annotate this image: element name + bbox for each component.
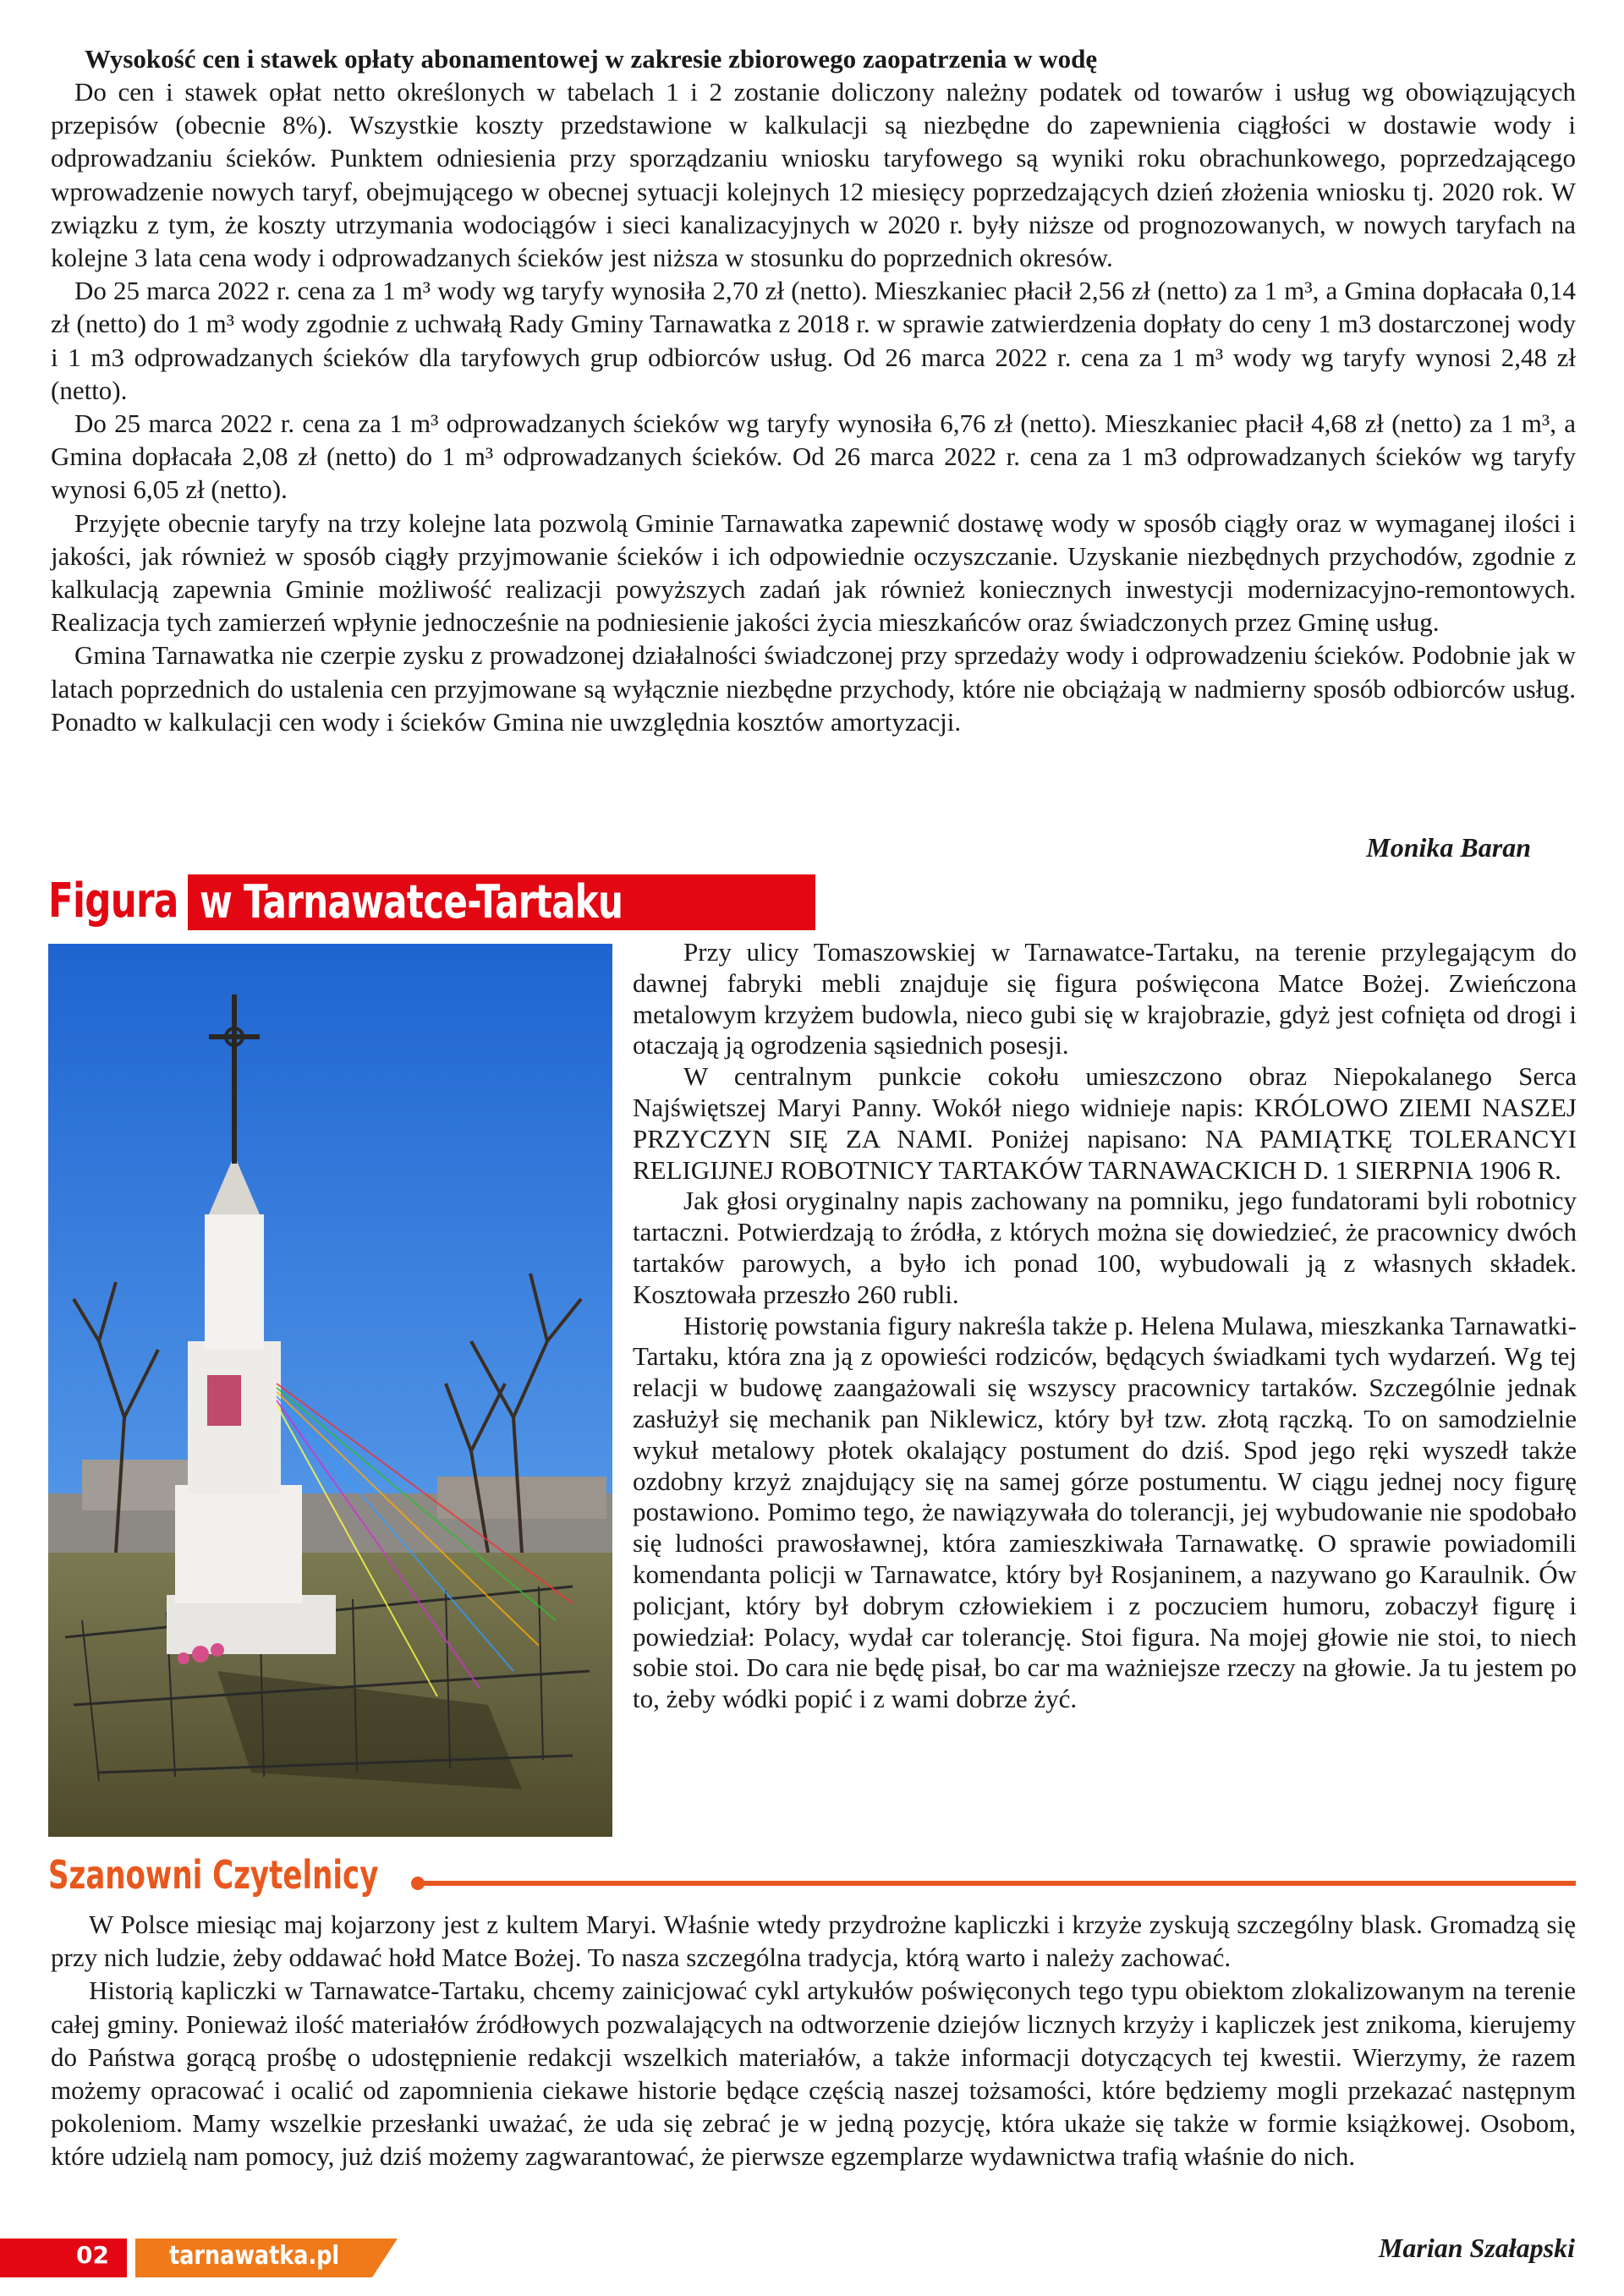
section-title-text: Szanowni Czytelnicy xyxy=(48,1852,379,1898)
paragraph: Do 25 marca 2022 r. cena za 1 m³ wody wg taryfy wynosiła 2,70 zł (netto). Mieszkaniec płacił 2,56 zł (netto) za 1 m³, a Gmina dopłacała 0,14 zł (netto) do 1 m³ wody zgodnie z uchwałą Rady Gminy Tarnawatka z 2018 r. w sprawie zatwierdzenia dopłaty do ceny 1 m3 dostarczonej wody i 1 m3 odprowadzanych ścieków dla taryfowych grup odbiorców usług. Od 26 marca 2022 r. cena za 1 m³ wody wg taryfy wynosi 2,48 zł (netto). xyxy=(51,276,1576,405)
title-banner xyxy=(188,874,815,930)
page-number: 02 xyxy=(76,2241,109,2269)
title-part-red: Figura xyxy=(48,874,178,929)
article-water-prices xyxy=(51,42,1576,738)
author-signature: Monika Baran xyxy=(1366,832,1531,863)
article-readers xyxy=(51,1908,1576,2173)
title-rule xyxy=(421,1881,1576,1886)
paragraph: Jak głosi oryginalny napis zachowany na pomniku, jego fundatorami byli robotnicy tartaczni. Potwierdzają to źródła, z których można się dowiedzieć, że pracownicy dwóch tartaków parowych, a było ich ponad 100, wybudowali ją z własnych składek. Kosztowała przeszło 260 rubli. xyxy=(633,1186,1577,1309)
author-signature: Marian Szałapski xyxy=(1378,2233,1575,2263)
paragraph: W centralnym punkcie cokołu umieszczono obraz Niepokalanego Serca Najświętszej Maryi Panny. Wokół niego widnieje napis: KRÓLOWO ZIEMI NASZEJ PRZYCZYN SIĘ ZA NAMI. Poniżej napisano: NA PAMIĄTKĘ TOLERANCYI RELIGIJNEJ ROBOTNICY TARTAKÓW TARNAWACKICH D. 1 SIERPNIA 1906 R. xyxy=(633,1061,1577,1185)
shrine-illustration xyxy=(48,944,612,1837)
section-title-figura xyxy=(48,871,809,932)
article-figura-text xyxy=(633,937,1577,1715)
paragraph: Historią kapliczki w Tarnawatce-Tartaku, chcemy zainicjować cykl artykułów poświęconych tego typu obiektom zlokalizowanym na terenie całej gminy. Ponieważ ilość materiałów źródłowych pozwalających na odtworzenie dziejów licznych krzyży i kapliczek jest znikoma, kierujemy do Państwa gorącą prośbę o udostępnienie redakcji wszelkich materiałów, a także informacji dotyczących tej kwestii. Wierzymy, że razem możemy opracować i ocalić od zapomnienia ciekawe historie będące częścią naszej tożsamości, które będziemy mogli przekazać następnym pokoleniom. Mamy wszelkie przesłanki uważać, że uda się zebrać je w jedną pozycję, która ukaże się także w formie książkowej. Osobom, które udzielą nam pomocy, już dziś możemy zagwarantować, że pierwsze egzemplarze wydawnictwa trafią właśnie do nich. xyxy=(51,1975,1576,2172)
section-title-czytelnicy xyxy=(48,1852,495,1899)
shrine-photo xyxy=(48,944,612,1837)
article-heading: Wysokość cen i stawek opłaty abonamentowej w zakresie zbiorowego zaopatrzenia w wodę xyxy=(85,44,1098,74)
paragraph: Gmina Tarnawatka nie czerpie zysku z prowadzonej działalności świadczonej przy sprzedaży wody i odprowadzeniu ścieków. Podobnie jak w latach poprzednich do ustalenia cen przyjmowane są wyłącznie niezbędne przychody, które nie obciążają w nadmierny sposób odbiorców usług. Ponadto w kalkulacji cen wody i ścieków Gmina nie uwzględnia kosztów amortyzacji. xyxy=(51,640,1576,737)
footer-site-link[interactable]: tarnawatka.pl xyxy=(169,2241,340,2271)
title-part-white: w Tarnawatce-Tartaku xyxy=(200,875,623,929)
paragraph: Historię powstania figury nakreśla także p. Helena Mulawa, mieszkanka Tarnawatki-Tartaku, która zna ją z opowieści rodziców, będących świadkami tych wydarzeń. Wg tej relacji w budowę zaangażowali się wszyscy pracownicy tartaków. Szczególnie jednak zasłużył się mechanik pan Niklewicz, który był tzw. złotą rączką. To on samodzielnie wykuł metalowy płotek okalający postument do dziś. Spod jego ręki wyszedł także ozdobny krzyż znajdujący się na samej górze postumentu. W ciągu jednej nocy figurę postawiono. Pomimo tego, że nawiązywała do tolerancji, jej wybudowanie nie spodobało się ludności prawosławnej, która zamieszkiwała Tarnawatkę. O sprawie powiadomili komendanta policji w Tarnawatce, który był Rosjaninem, a nazywano go Karaulnik. Ów policjant, który był dobrym człowiekiem i z poczuciem humoru, zobaczył figurę i powiedział: Polacy, wydał car tolerancję. Stoi figura. Na mojej głowie nie stoi, to niech sobie stoi. Do cara nie będę pisał, bo car ma ważniejsze rzeczy na głowie. Ja tu jestem po to, żeby wódki popić i z wami dobrze żyć. xyxy=(633,1310,1577,1714)
paragraph: Przy ulicy Tomaszowskiej w Tarnawatce-Tartaku, na terenie przylegającym do dawnej fabryki mebli znajduje się figura poświęcona Matce Bożej. Zwieńczona metalowym krzyżem budowla, nieco gubi się w krajobrazie, gdyż jest cofnięta od drogi i otaczają ją ogrodzenia sąsiednich posesji. xyxy=(633,937,1577,1060)
paragraph: Do cen i stawek opłat netto określonych w tabelach 1 i 2 zostanie doliczony należny podatek od towarów i usług wg obowiązujących przepisów (obecnie 8%). Wszystkie koszty przedstawione w kalkulacji są niezbędne do zapewnienia ciągłości w dostawie wody i odprowadzaniu ścieków. Punktem odniesienia przy sporządzaniu wniosku taryfowego są wyniki roku obrachunkowego, poprzedzającego wprowadzenie nowych taryf, obejmującego w obecnej sytuacji kolejnych 12 miesięcy poprzedzających dzień złożenia wniosku tj. 2020 rok. W związku z tym, że koszty utrzymania wodociągów i sieci kanalizacyjnych w 2020 r. były niższe od prognozowanych, w nowych taryfach na kolejne 3 lata cena wody i odprowadzanych ścieków jest niższa w stosunku do poprzednich okresów. xyxy=(51,77,1576,273)
paragraph: W Polsce miesiąc maj kojarzony jest z kultem Maryi. Właśnie wtedy przydrożne kapliczki i krzyże zyskują szczególny blask. Gromadzą się przy nich ludzie, żeby oddawać hołd Matce Bożej. To nasza szczególna tradycja, którą warto i należy zachować. xyxy=(51,1910,1576,1973)
paragraph: Przyjęte obecnie taryfy na trzy kolejne lata pozwolą Gminie Tarnawatka zapewnić dostawę wody w sposób ciągły oraz w wymaganej ilości i jakości, jak również w sposób ciągły przyjmowanie ścieków i ich odpowiednie oczyszczanie. Uzyskanie niezbędnych przychodów, zgodnie z kalkulacją zapewnia Gminie możliwość realizacji powyższych zadań jak również koniecznych inwestycji modernizacyjno-remontowych. Realizacja tych zamierzeń wpłynie jednocześnie na podniesienie jakości życia mieszkańców oraz świadczonych przez Gminę usług. xyxy=(51,507,1576,638)
paragraph: Do 25 marca 2022 r. cena za 1 m³ odprowadzanych ścieków wg taryfy wynosiła 6,76 zł (netto). Mieszkaniec płacił 4,68 zł (netto) za 1 m³, a Gmina dopłacała 2,08 zł (netto) do 1 m³ odprowadzanych ścieków. Od 26 marca 2022 r. cena za 1 m3 odprowadzanych ścieków wg taryfy wynosi 6,05 zł (netto). xyxy=(51,408,1576,505)
